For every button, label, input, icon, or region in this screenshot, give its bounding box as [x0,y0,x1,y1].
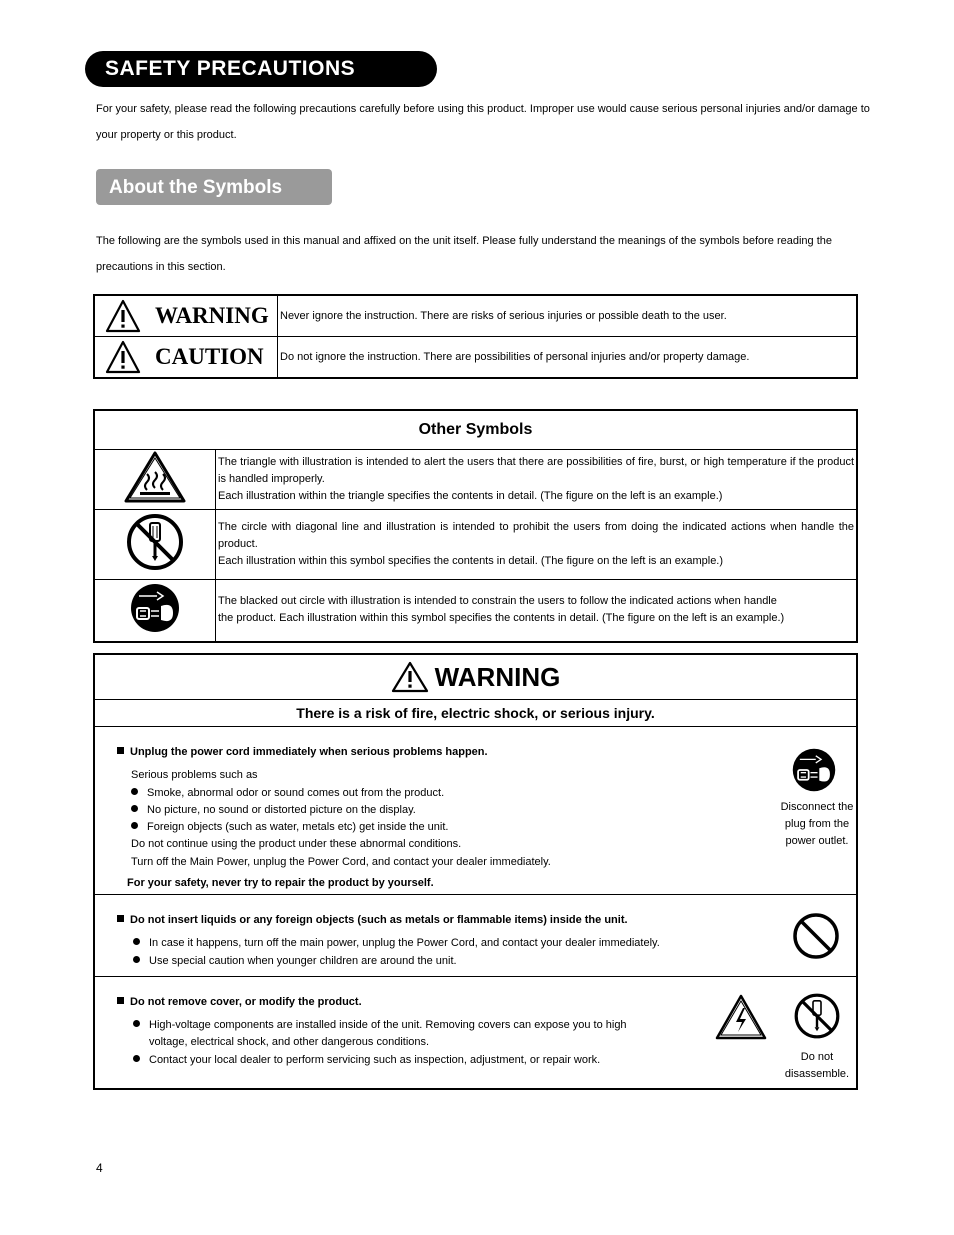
symbol-desc-2b: Each illustration within this symbol specifies the contents in detail. (The figure on the left is an example.) [218,555,724,567]
section-heading: Do not remove cover, or modify the product. [130,996,362,1008]
section-line: Do not continue using the product under these abnormal conditions. [131,838,462,850]
hot-surface-triangle-icon [123,450,187,504]
list-item: High-voltage components are installed inside of the unit. Removing covers can expose you to high [149,1019,627,1031]
list-item: In case it happens, turn off the main power, unplug the Power Cord, and contact your dealer immediately. [149,937,660,949]
icon-caption: plug from the [784,818,850,830]
section-line: Turn off the Main Power, unplug the Power Cord, and contact your dealer immediately. [131,856,551,868]
symbol-row [94,510,857,580]
warning-box [93,653,858,1090]
bullet-square [117,747,124,754]
icon-caption: Disconnect the [780,801,854,813]
warning-section-unplug [95,727,856,895]
warning-section-foreign-objects [95,895,856,977]
symbols-intro-text: The following are the symbols used in this manual and affixed on the unit itself. Please fully understand the meanings of the symbols before reading the precautions in this section. [96,235,833,273]
page-number: 4 [96,1161,103,1175]
unplug-icon [791,747,837,793]
symbol-desc-2: The circle with diagonal line and illustration is intended to prohibit the users from doing the indicated actions when handle the product. [218,521,854,550]
electric-shock-triangle-icon [714,993,768,1041]
symbol-row [94,580,857,642]
other-symbols-title: Other Symbols [94,410,857,450]
symbol-desc-1: The triangle with illustration is intended to alert the users that there are possibilities of fire, burst, or high temperature if the product is handled improperly. [218,456,854,485]
icon-caption: disassemble. [784,1068,850,1080]
list-item: No picture, no sound or distorted picture on the display. [147,804,416,816]
section-title-symbols: About the Symbols [96,169,332,205]
repair-note: For your safety, never try to repair the product by yourself. [127,877,434,889]
symbol-desc-3: The blacked out circle with illustration is intended to constrain the users to follow the indicated actions when handle [218,595,777,608]
symbol-desc-1b: Each illustration within the triangle specifies the contents in detail. (The figure on the left is an example.) [218,490,723,502]
list-item: Use special caution when younger children are around the unit. [149,955,457,967]
symbol-desc-3b: the product. Each illustration within this symbol specifies the contents in detail. (The figure on the left is an example.) [218,612,785,625]
no-disassembly-icon [793,992,841,1040]
list-item: Contact your local dealer to perform servicing such as inspection, adjustment, or repair work. [149,1054,601,1066]
icon-caption: Do not [800,1051,834,1063]
warning-description: Never ignore the instruction. There are risks of serious injuries or possible death to the user. [278,295,858,337]
symbol-row [94,450,857,510]
list-item: Foreign objects (such as water, metals etc) get inside the unit. [147,821,449,833]
no-disassembly-icon [125,512,185,572]
intro-text: For your safety, please read the following precautions carefully before using this product. Improper use would cause serious personal injuries and/or damage to your property or this product. [96,103,870,141]
caution-description: Do not ignore the instruction. There are possibilities of personal injuries and/or property damage. [278,337,858,379]
section-heading: Unplug the power cord immediately when serious problems happen. [130,746,488,758]
warning-triangle-icon [105,299,141,333]
list-item-continued: voltage, electrical shock, and other dangerous conditions. [149,1036,430,1048]
warning-section-cover [95,977,856,1088]
list-item: Smoke, abnormal odor or sound comes out from the product. [147,787,445,799]
warning-row [94,295,857,337]
prohibition-icon [792,912,840,960]
section-heading: Do not insert liquids or any foreign objects (such as metals or flammable items) inside the unit. [130,914,628,926]
page-title: SAFETY PRECAUTIONS [85,51,437,87]
caution-triangle-icon [105,340,141,374]
unplug-icon [129,582,181,634]
warning-box-title: WARNING [434,662,561,692]
signal-word-table [93,294,858,379]
warning-label: WARNING [155,303,269,328]
warning-triangle-icon [391,661,429,693]
other-symbols-table [93,409,858,643]
caution-row [94,337,857,379]
caution-label: CAUTION [155,344,264,369]
icon-caption: power outlet. [785,835,849,847]
bullet-square [117,997,124,1004]
warning-box-subtitle: There is a risk of fire, electric shock, or serious injury. [95,700,856,727]
bullet-square [117,915,124,922]
section-lead: Serious problems such as [131,769,258,781]
